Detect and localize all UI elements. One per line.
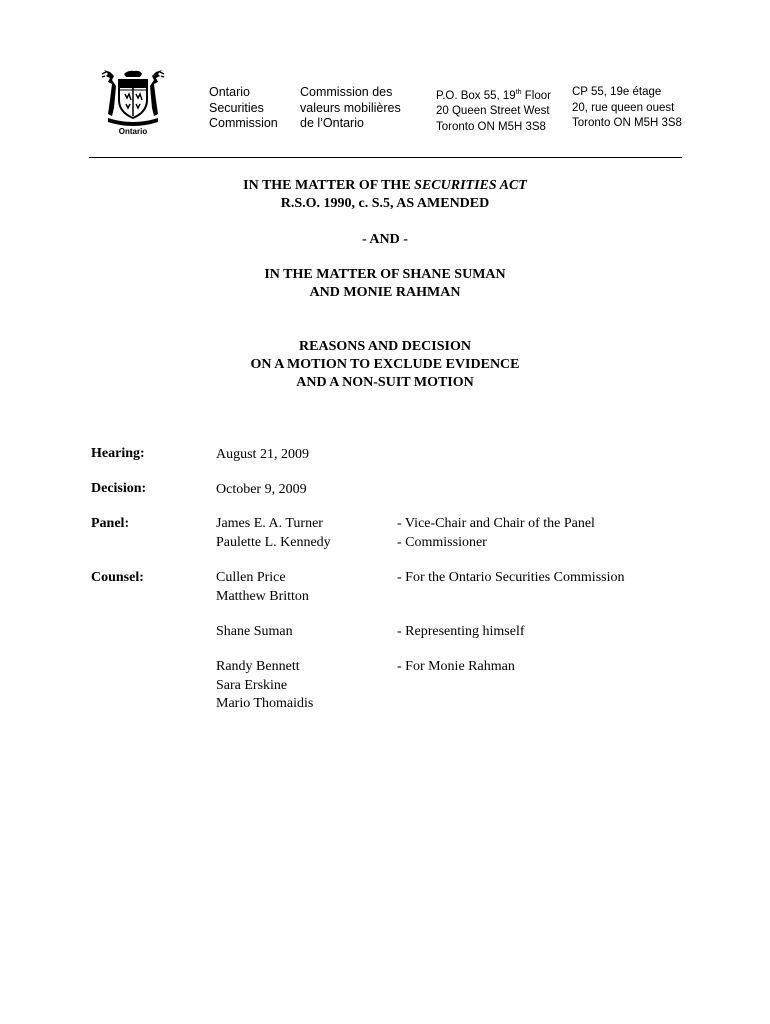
address-superscript: th	[515, 89, 522, 96]
counsel-group-osc-role: - For the Ontario Securities Commission	[397, 570, 625, 585]
heading-line: AND A NON-SUIT MOTION	[296, 375, 474, 390]
address-line-text: P.O. Box 55, 19	[436, 89, 516, 102]
letterhead-line	[436, 85, 551, 104]
letterhead-line: Ontario	[209, 85, 250, 99]
letterhead-line: Commission	[209, 116, 278, 130]
heading-line: - AND -	[362, 232, 408, 247]
counsel-group-suman-names	[216, 623, 293, 642]
header-divider	[89, 157, 682, 158]
panel-names	[216, 515, 331, 552]
panel-label: Panel:	[91, 516, 130, 531]
letterhead-line: Commission des	[300, 85, 393, 99]
counsel-name: Cullen Price	[216, 570, 286, 585]
panel-member-role: - Commissioner	[397, 534, 487, 550]
letterhead-french-address	[572, 85, 682, 132]
ontario-coat-of-arms-logo	[100, 68, 166, 136]
panel-member-role: - Vice-Chair and Chair of the Panel	[397, 516, 595, 531]
matter-heading-2	[0, 266, 770, 302]
heading-line: AND MONIE RAHMAN	[309, 285, 461, 300]
and-separator	[0, 231, 770, 249]
letterhead-line: Toronto ON M5H 3S8	[436, 120, 546, 133]
panel-roles	[397, 515, 595, 552]
counsel-name: Sara Erskine	[216, 677, 288, 693]
reasons-heading	[0, 338, 770, 392]
hearing-date: August 21, 2009	[216, 447, 309, 462]
heading-line: ON A MOTION TO EXCLUDE EVIDENCE	[250, 357, 520, 372]
letterhead-line: Securities	[209, 100, 264, 115]
letterhead-line: Toronto ON M5H 3S8	[572, 117, 682, 129]
heading-text: IN THE MATTER OF THE	[243, 178, 415, 193]
counsel-name: Randy Bennett	[216, 659, 300, 674]
letterhead-english-address	[436, 85, 551, 135]
letterhead-line: valeurs mobilières	[300, 100, 401, 115]
counsel-group-osc-names	[216, 569, 309, 606]
decision-date: October 9, 2009	[216, 482, 307, 497]
panel-member-name: Paulette L. Kennedy	[216, 534, 331, 550]
heading-line: REASONS AND DECISION	[299, 339, 471, 354]
panel-member-name: James E. A. Turner	[216, 516, 323, 531]
letterhead-line: de l’Ontario	[300, 116, 364, 130]
decision-label: Decision:	[91, 481, 147, 496]
counsel-name: Shane Suman	[216, 624, 293, 639]
letterhead-line: 20 Queen Street West	[436, 105, 550, 118]
counsel-group-rahman-role: - For Monie Rahman	[397, 659, 515, 674]
heading-line: IN THE MATTER OF SHANE SUMAN	[264, 267, 506, 282]
counsel-label: Counsel:	[91, 570, 144, 585]
heading-line	[0, 177, 770, 195]
letterhead-line: CP 55, 19e étage	[572, 86, 662, 98]
counsel-name: Matthew Britton	[216, 588, 309, 604]
hearing-label: Hearing:	[91, 446, 145, 461]
heading-italic-text: SECURITIES ACT	[414, 178, 527, 193]
svg-text:Ontario: Ontario	[118, 127, 148, 136]
letterhead-line: 20, rue queen ouest	[572, 101, 675, 114]
heading-line: R.S.O. 1990, c. S.5, AS AMENDED	[280, 196, 490, 211]
letterhead-english-name	[209, 85, 278, 132]
matter-heading-1	[0, 177, 770, 213]
counsel-name: Mario Thomaidis	[216, 696, 314, 711]
counsel-group-suman-role: - Representing himself	[397, 624, 525, 639]
letterhead-french-name	[300, 85, 401, 132]
address-line-text: Floor	[521, 89, 551, 102]
counsel-group-rahman-names	[216, 658, 313, 714]
